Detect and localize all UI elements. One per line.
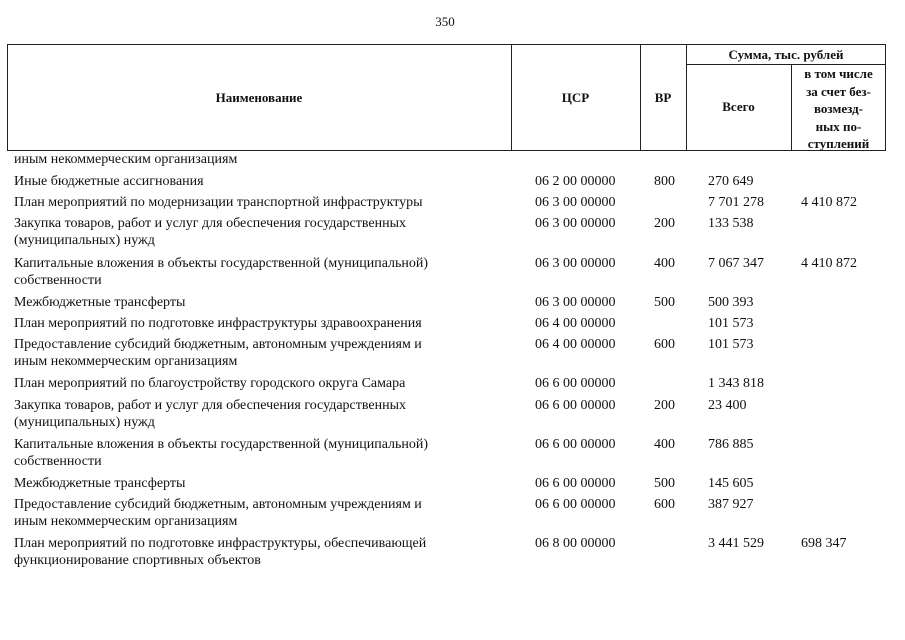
row-name: [14, 336, 504, 370]
header-free-line: ных по-: [815, 118, 862, 134]
row-name-line: собственности: [14, 454, 102, 469]
row-name: [14, 475, 504, 492]
row-name-line: Предоставление субсидий бюджетным, автономным учреждениям и: [14, 497, 422, 512]
row-name: [14, 215, 504, 249]
row-name-line: Иные бюджетные ассигнования: [14, 174, 204, 189]
row-name: [14, 535, 504, 569]
row-name: [14, 255, 504, 289]
row-vr: 600: [654, 337, 675, 352]
row-vr: 400: [654, 437, 675, 452]
row-csr: 06 4 00 00000: [535, 316, 616, 331]
table-header: [7, 44, 886, 151]
row-total: 23 400: [708, 398, 747, 413]
row-name-line: План мероприятий по модернизации транспортной инфраструктуры: [14, 195, 423, 210]
row-total: 500 393: [708, 295, 754, 310]
row-name-line: иным некоммерческим организациям: [14, 354, 238, 369]
header-sum-group: Сумма, тыс. рублей: [728, 47, 844, 62]
row-name-line: собственности: [14, 273, 102, 288]
header-free-line: ступлений: [807, 136, 870, 151]
row-total: 387 927: [708, 497, 754, 512]
row-name-line: иным некоммерческим организациям: [14, 152, 238, 167]
row-csr: 06 3 00 00000: [535, 256, 616, 271]
row-name: [14, 173, 504, 190]
row-vr: 200: [654, 398, 675, 413]
row-vr: 400: [654, 256, 675, 271]
row-total: 101 573: [708, 316, 754, 331]
row-name: [14, 375, 504, 392]
row-csr: 06 8 00 00000: [535, 536, 616, 551]
row-name: [14, 397, 504, 431]
row-name-line: План мероприятий по подготовке инфраструктуры, обеспечивающей: [14, 536, 427, 551]
row-total: 133 538: [708, 216, 754, 231]
row-vr: 800: [654, 174, 675, 189]
row-name: [14, 436, 504, 470]
row-free-receipts: 4 410 872: [801, 256, 857, 271]
header-total: Всего: [722, 99, 755, 114]
row-name: [14, 151, 504, 168]
row-name-line: Капитальные вложения в объекты государственной (муниципальной): [14, 437, 429, 452]
row-total: 270 649: [708, 174, 754, 189]
row-total: 7 701 278: [708, 195, 764, 210]
row-name-line: Закупка товаров, работ и услуг для обеспечения государственных: [14, 216, 407, 231]
row-total: 1 343 818: [708, 376, 764, 391]
row-name-line: Предоставление субсидий бюджетным, автономным учреждениям и: [14, 337, 422, 352]
row-csr: 06 6 00 00000: [535, 437, 616, 452]
row-vr: 500: [654, 295, 675, 310]
row-name-line: Межбюджетные трансферты: [14, 295, 186, 310]
row-total: 3 441 529: [708, 536, 764, 551]
row-vr: 500: [654, 476, 675, 491]
row-vr: 200: [654, 216, 675, 231]
row-free-receipts: 698 347: [801, 536, 847, 551]
header-free-receipts: [792, 65, 885, 153]
row-free-receipts: 4 410 872: [801, 195, 857, 210]
row-total: 7 067 347: [708, 256, 764, 271]
row-name-line: План мероприятий по благоустройству городского округа Самара: [14, 376, 406, 391]
header-vr: ВР: [654, 90, 672, 105]
row-csr: 06 4 00 00000: [535, 337, 616, 352]
row-csr: 06 2 00 00000: [535, 174, 616, 189]
row-name-line: функционирование спортивных объектов: [14, 553, 261, 568]
row-total: 786 885: [708, 437, 754, 452]
page-number: 350: [435, 14, 455, 29]
row-name: [14, 294, 504, 311]
row-name-line: План мероприятий по подготовке инфраструктуры здравоохранения: [14, 316, 422, 331]
row-total: 101 573: [708, 337, 754, 352]
row-csr: 06 6 00 00000: [535, 398, 616, 413]
row-csr: 06 6 00 00000: [535, 476, 616, 491]
row-name-line: иным некоммерческим организациям: [14, 514, 238, 529]
row-name-line: Капитальные вложения в объекты государственной (муниципальной): [14, 256, 429, 271]
row-total: 145 605: [708, 476, 754, 491]
row-vr: 600: [654, 497, 675, 512]
row-csr: 06 3 00 00000: [535, 295, 616, 310]
row-name-line: Закупка товаров, работ и услуг для обеспечения государственных: [14, 398, 407, 413]
header-name: Наименование: [215, 90, 303, 105]
row-csr: 06 3 00 00000: [535, 216, 616, 231]
row-csr: 06 6 00 00000: [535, 497, 616, 512]
row-name: [14, 496, 504, 530]
header-free-line: за счет без-: [806, 83, 871, 99]
row-name-line: Межбюджетные трансферты: [14, 476, 186, 491]
row-csr: 06 3 00 00000: [535, 195, 616, 210]
header-free-line: возмезд-: [814, 101, 863, 116]
row-name: [14, 194, 504, 211]
header-top-border: [7, 44, 886, 45]
row-csr: 06 6 00 00000: [535, 376, 616, 391]
header-csr: ЦСР: [561, 90, 590, 105]
row-name-line: (муниципальных) нужд: [14, 233, 155, 248]
row-name-line: (муниципальных) нужд: [14, 415, 155, 430]
row-name: [14, 315, 504, 332]
header-free-line: в том числе: [804, 66, 873, 81]
